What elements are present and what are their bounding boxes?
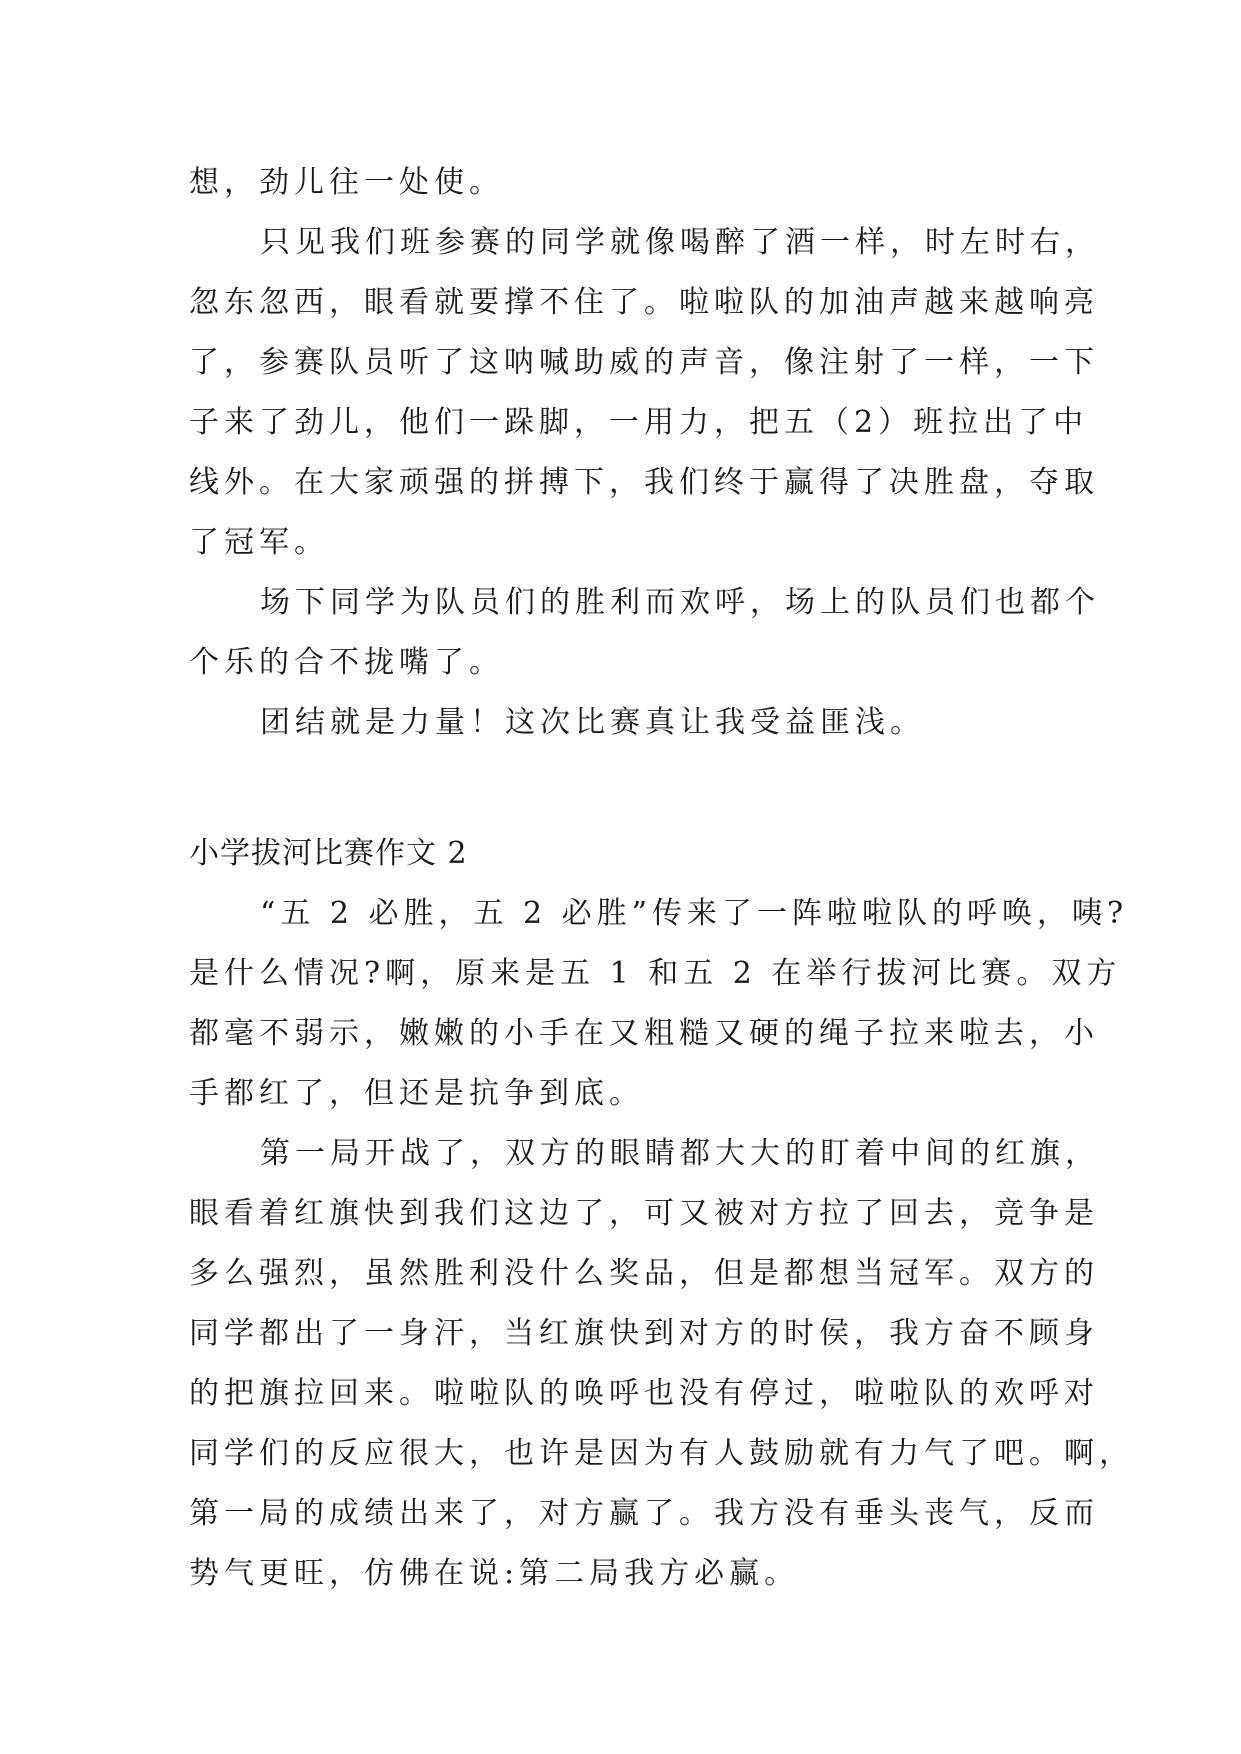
paragraph-start-line: 第一局开战了，双方的眼睛都大大的盯着中间的红旗， — [260, 1136, 1100, 1171]
paragraph-start-line: 团结就是力量！这次比赛真让我受益匪浅。 — [260, 705, 925, 740]
text-line: 都毫不弱示，嫩嫩的小手在又粗糙又硬的绳子拉来啦去，小 — [189, 1016, 1099, 1051]
text-line: 眼看着红旗快到我们这边了，可又被对方拉了回去，竞争是 — [189, 1196, 1099, 1231]
text-line: 多么强烈，虽然胜利没什么奖品，但是都想当冠军。双方的 — [189, 1256, 1099, 1291]
text-line: 了冠军。 — [189, 525, 329, 560]
text-line: 第一局的成绩出来了，对方赢了。我方没有垂头丧气，反而 — [189, 1496, 1099, 1531]
document-body — [189, 153, 1134, 1604]
paragraph-start-line: “五 2 必胜，五 2 必胜”传来了一阵啦啦队的呼唤，咦? — [260, 896, 1129, 931]
text-line: 的把旗拉回来。啦啦队的唤呼也没有停过，啦啦队的欢呼对 — [189, 1376, 1099, 1411]
text-line: 想，劲儿往一处使。 — [189, 165, 504, 200]
text-line: 是什么情况?啊，原来是五 1 和五 2 在举行拔河比赛。双方 — [189, 956, 1122, 991]
paragraph-start-line: 只见我们班参赛的同学就像喝醉了酒一样，时左时右， — [260, 225, 1100, 260]
text-line: 了，参赛队员听了这呐喊助威的声音，像注射了一样，一下 — [189, 345, 1099, 380]
text-line: 手都红了，但还是抗争到底。 — [189, 1076, 644, 1111]
text-line: 忽东忽西，眼看就要撑不住了。啦啦队的加油声越来越响亮 — [189, 285, 1099, 320]
text-line: 个乐的合不拢嘴了。 — [189, 645, 504, 680]
text-line: 子来了劲儿，他们一跺脚，一用力，把五（2）班拉出了中 — [189, 405, 1089, 440]
section-spacer — [189, 753, 1069, 824]
text-line: 势气更旺，仿佛在说:第二局我方必赢。 — [189, 1556, 800, 1591]
text-line: 同学们的反应很大，也许是因为有人鼓励就有力气了吧。啊， — [189, 1436, 1134, 1471]
paragraph-start-line: 场下同学为队员们的胜利而欢呼，场上的队员们也都个 — [260, 585, 1100, 620]
text-line: 同学都出了一身汗，当红旗快到对方的时侯，我方奋不顾身 — [189, 1316, 1099, 1351]
section-title: 小学拔河比赛作文 2 — [189, 836, 468, 871]
text-line: 线外。在大家顽强的拼搏下，我们终于赢得了决胜盘，夺取 — [189, 465, 1099, 500]
